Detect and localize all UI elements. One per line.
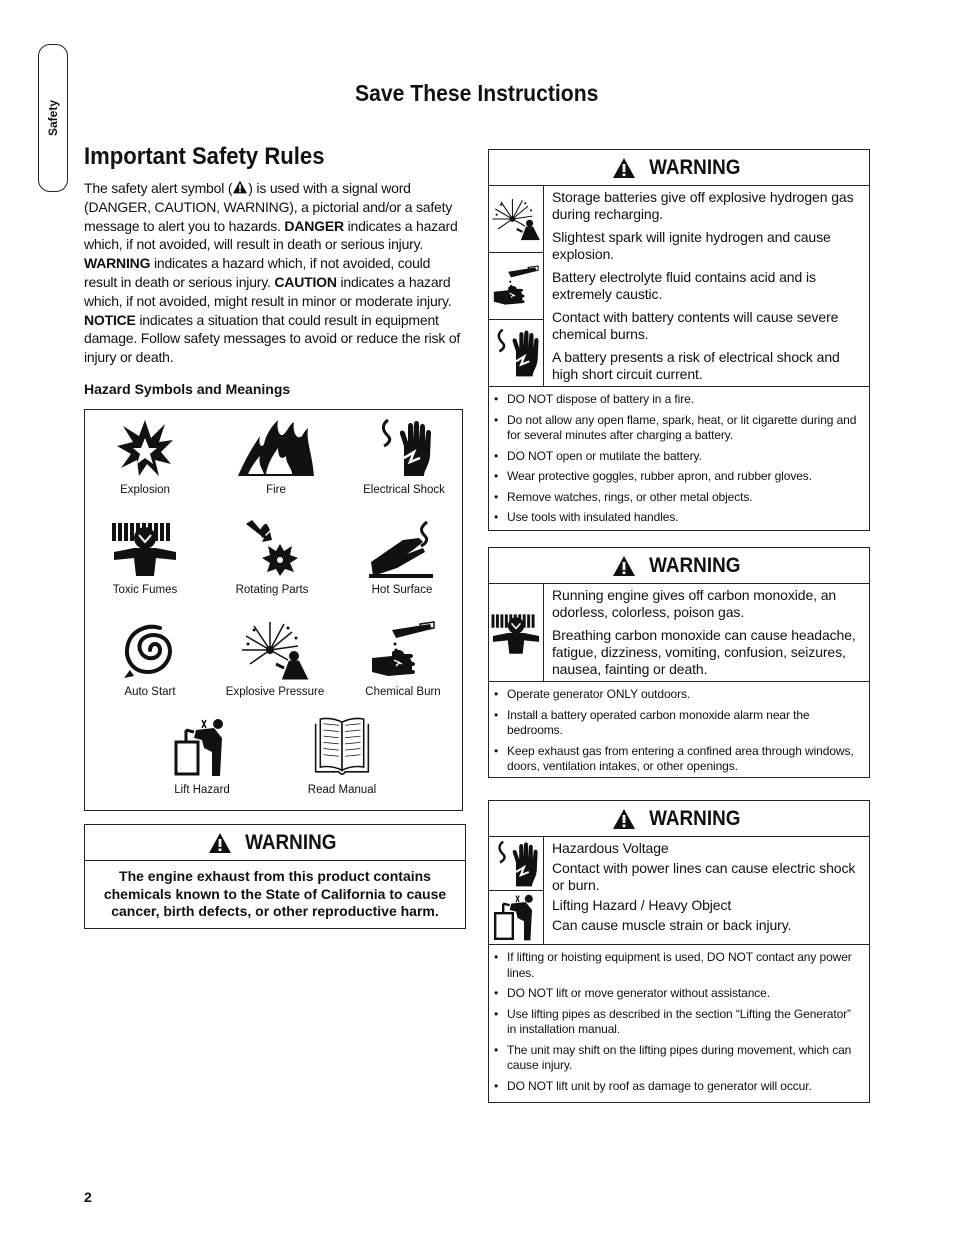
symbol-label: Explosive Pressure — [225, 686, 325, 698]
intro-text-2: ) is used with a signal word (DANGER, CAUTION, WARNING), a pictorial and/or a safety message to alert you to hazards. — [84, 180, 453, 234]
hazard-message: Lifting Hazard / Heavy Object — [552, 897, 732, 913]
hazard-message: A battery presents a risk of electrical shock and high short circuit current. — [552, 349, 840, 382]
symbol-label: Explosion — [120, 484, 170, 496]
symbol-label: Hot Surface — [371, 584, 433, 596]
side-tab-label: Safety — [46, 99, 60, 137]
symbol-explosive-pressure — [210, 620, 340, 698]
california-warning-text: The engine exhaust from this product contains chemicals known to the State of California to cause cancer, birth defects, or other reproductive harm. — [103, 868, 447, 919]
symbol-label: Lift Hazard — [174, 784, 230, 796]
list-item: • Do not allow any open flame, spark, heat, or lit cigarette during and for several minutes after charging a battery. — [493, 413, 861, 444]
hazard-message: Contact with power lines can cause electric shock or burn. — [552, 860, 856, 893]
explosion-icon — [115, 418, 175, 478]
side-tab — [38, 44, 68, 192]
lift-hazard-icon — [492, 894, 540, 942]
list-item: • Operate generator ONLY outdoors. — [493, 687, 861, 703]
message-column — [544, 584, 869, 681]
notice-text: indicates a situation that could result in equipment damage. Follow safety messages to avoid or reduce the risk of injury or death. — [84, 311, 461, 366]
page-title: Save These Instructions — [355, 80, 599, 106]
symbol-chemical-burn — [338, 620, 468, 698]
list-item: • Use lifting pipes as described in the section “Lifting the Generator” in installation manual. — [493, 1007, 861, 1038]
list-item: • The unit may shift on the lifting pipes during movement, which can cause injury. — [493, 1043, 861, 1074]
chemical-burn-icon — [368, 620, 438, 680]
warning-triangle-icon — [208, 832, 232, 854]
list-item: • DO NOT dispose of battery in a fire. — [493, 392, 861, 408]
list-item: • If lifting or hoisting equipment is used, DO NOT contact any power lines. — [493, 950, 861, 981]
auto-start-icon — [120, 620, 180, 680]
intro-text-1: The safety alert symbol ( — [84, 180, 233, 196]
list-item: • DO NOT lift unit by roof as damage to generator will occur. — [493, 1079, 861, 1095]
list-item: • Remove watches, rings, or other metal objects. — [493, 490, 861, 506]
notice-word: NOTICE — [84, 311, 136, 328]
symbol-read-manual — [277, 716, 407, 796]
list-item: • Install a battery operated carbon monoxide alarm near the bedrooms. — [493, 708, 861, 739]
section-title: Important Safety Rules — [84, 143, 325, 170]
warning-title: WARNING — [245, 830, 337, 854]
warning-header — [489, 801, 869, 837]
hot-surface-icon — [367, 518, 437, 578]
list-item: • Keep exhaust gas from entering a confined area through windows, doors, ventilation intakes, or other openings. — [493, 744, 861, 775]
warning-word: WARNING — [84, 255, 151, 272]
symbol-label: Rotating Parts — [235, 584, 309, 596]
symbol-label: Read Manual — [307, 784, 377, 796]
caution-word: CAUTION — [274, 273, 337, 290]
read-manual-icon — [304, 716, 380, 778]
list-item: • Wear protective goggles, rubber apron, and rubber gloves. — [493, 469, 861, 485]
hazard-symbols-heading: Hazard Symbols and Meanings — [84, 381, 291, 397]
hazard-message: Running engine gives off carbon monoxide, an odorless, colorless, poison gas. — [552, 587, 837, 620]
electrical-shock-icon — [374, 418, 434, 478]
warning-header — [489, 150, 869, 186]
symbol-explosion — [80, 418, 210, 496]
carbon-monoxide-warning-box — [488, 547, 870, 778]
battery-hazard-section — [489, 186, 869, 387]
intro-paragraph — [84, 179, 464, 367]
icon-column — [489, 186, 544, 386]
california-warning-box — [84, 824, 466, 929]
rotating-parts-icon — [242, 518, 302, 578]
hazard-message: Can cause muscle strain or back injury. — [552, 917, 792, 933]
symbol-label: Chemical Burn — [365, 686, 441, 698]
voltage-lifting-warning-box — [488, 800, 870, 1103]
list-item: • DO NOT lift or move generator without assistance. — [493, 986, 861, 1002]
icon-column — [489, 837, 544, 944]
warning-triangle-icon — [612, 555, 636, 577]
electrical-shock-icon — [492, 840, 540, 888]
hazard-message: Slightest spark will ignite hydrogen and cause explosion. — [552, 229, 831, 262]
symbol-toxic-fumes — [80, 518, 210, 596]
explosive-pressure-icon — [240, 620, 310, 680]
lifting-precautions-list — [489, 945, 869, 1102]
warning-text: indicates a hazard which, if not avoided, could result in death or serious injury. — [84, 255, 431, 290]
co-precautions-list — [489, 682, 869, 783]
warning-header — [489, 548, 869, 584]
hazard-message: Hazardous Voltage — [552, 840, 669, 856]
symbol-lift-hazard — [137, 718, 267, 796]
warning-triangle-icon — [612, 808, 636, 830]
symbol-label: Fire — [266, 484, 286, 496]
symbol-label: Electrical Shock — [363, 484, 445, 496]
danger-word: DANGER — [284, 217, 344, 234]
symbol-fire — [211, 418, 341, 496]
hazard-symbols-box — [84, 409, 463, 811]
list-item: • Use tools with insulated handles. — [493, 510, 861, 526]
symbol-label: Auto Start — [124, 686, 176, 698]
hazard-message: Battery electrolyte fluid contains acid and is extremely caustic. — [552, 269, 816, 302]
warning-title: WARNING — [649, 806, 741, 830]
explosive-pressure-icon — [491, 197, 541, 241]
page-number: 2 — [84, 1189, 92, 1205]
message-column — [544, 186, 869, 386]
co-hazard-section — [489, 584, 869, 682]
symbol-auto-start — [85, 620, 215, 698]
hazard-message: Breathing carbon monoxide can cause headache, fatigue, dizziness, vomiting, confusion, seizures, nausea, fainting or death. — [552, 627, 856, 677]
battery-warning-box — [488, 149, 870, 531]
icon-column — [489, 584, 544, 681]
warning-title: WARNING — [649, 553, 741, 577]
list-item: • DO NOT open or mutilate the battery. — [493, 449, 861, 465]
toxic-fumes-icon — [490, 610, 542, 656]
hazard-message: Storage batteries give off explosive hydrogen gas during recharging. — [552, 189, 854, 222]
symbol-hot-surface — [337, 518, 467, 596]
fire-icon — [236, 418, 316, 478]
electrical-shock-icon — [491, 328, 541, 378]
toxic-fumes-icon — [110, 518, 180, 578]
warning-header — [85, 825, 465, 861]
symbol-label: Toxic Fumes — [112, 584, 178, 596]
hazard-message: Contact with battery contents will cause severe chemical burns. — [552, 309, 839, 342]
lift-hazard-icon — [172, 718, 232, 778]
voltage-hazard-section — [489, 837, 869, 945]
safety-alert-icon — [232, 180, 248, 194]
chemical-burn-icon — [491, 264, 541, 308]
warning-triangle-icon — [612, 157, 636, 179]
battery-precautions-list — [489, 387, 869, 534]
symbol-rotating-parts — [207, 518, 337, 596]
warning-title: WARNING — [649, 155, 741, 179]
message-column — [544, 837, 869, 944]
symbol-electrical-shock — [339, 418, 469, 496]
caution-text: indicates a hazard which, if not avoided, might result in minor or moderate injury. — [84, 273, 452, 309]
danger-text: indicates a hazard which, if not avoided, will result in death or serious injury. — [84, 217, 458, 253]
